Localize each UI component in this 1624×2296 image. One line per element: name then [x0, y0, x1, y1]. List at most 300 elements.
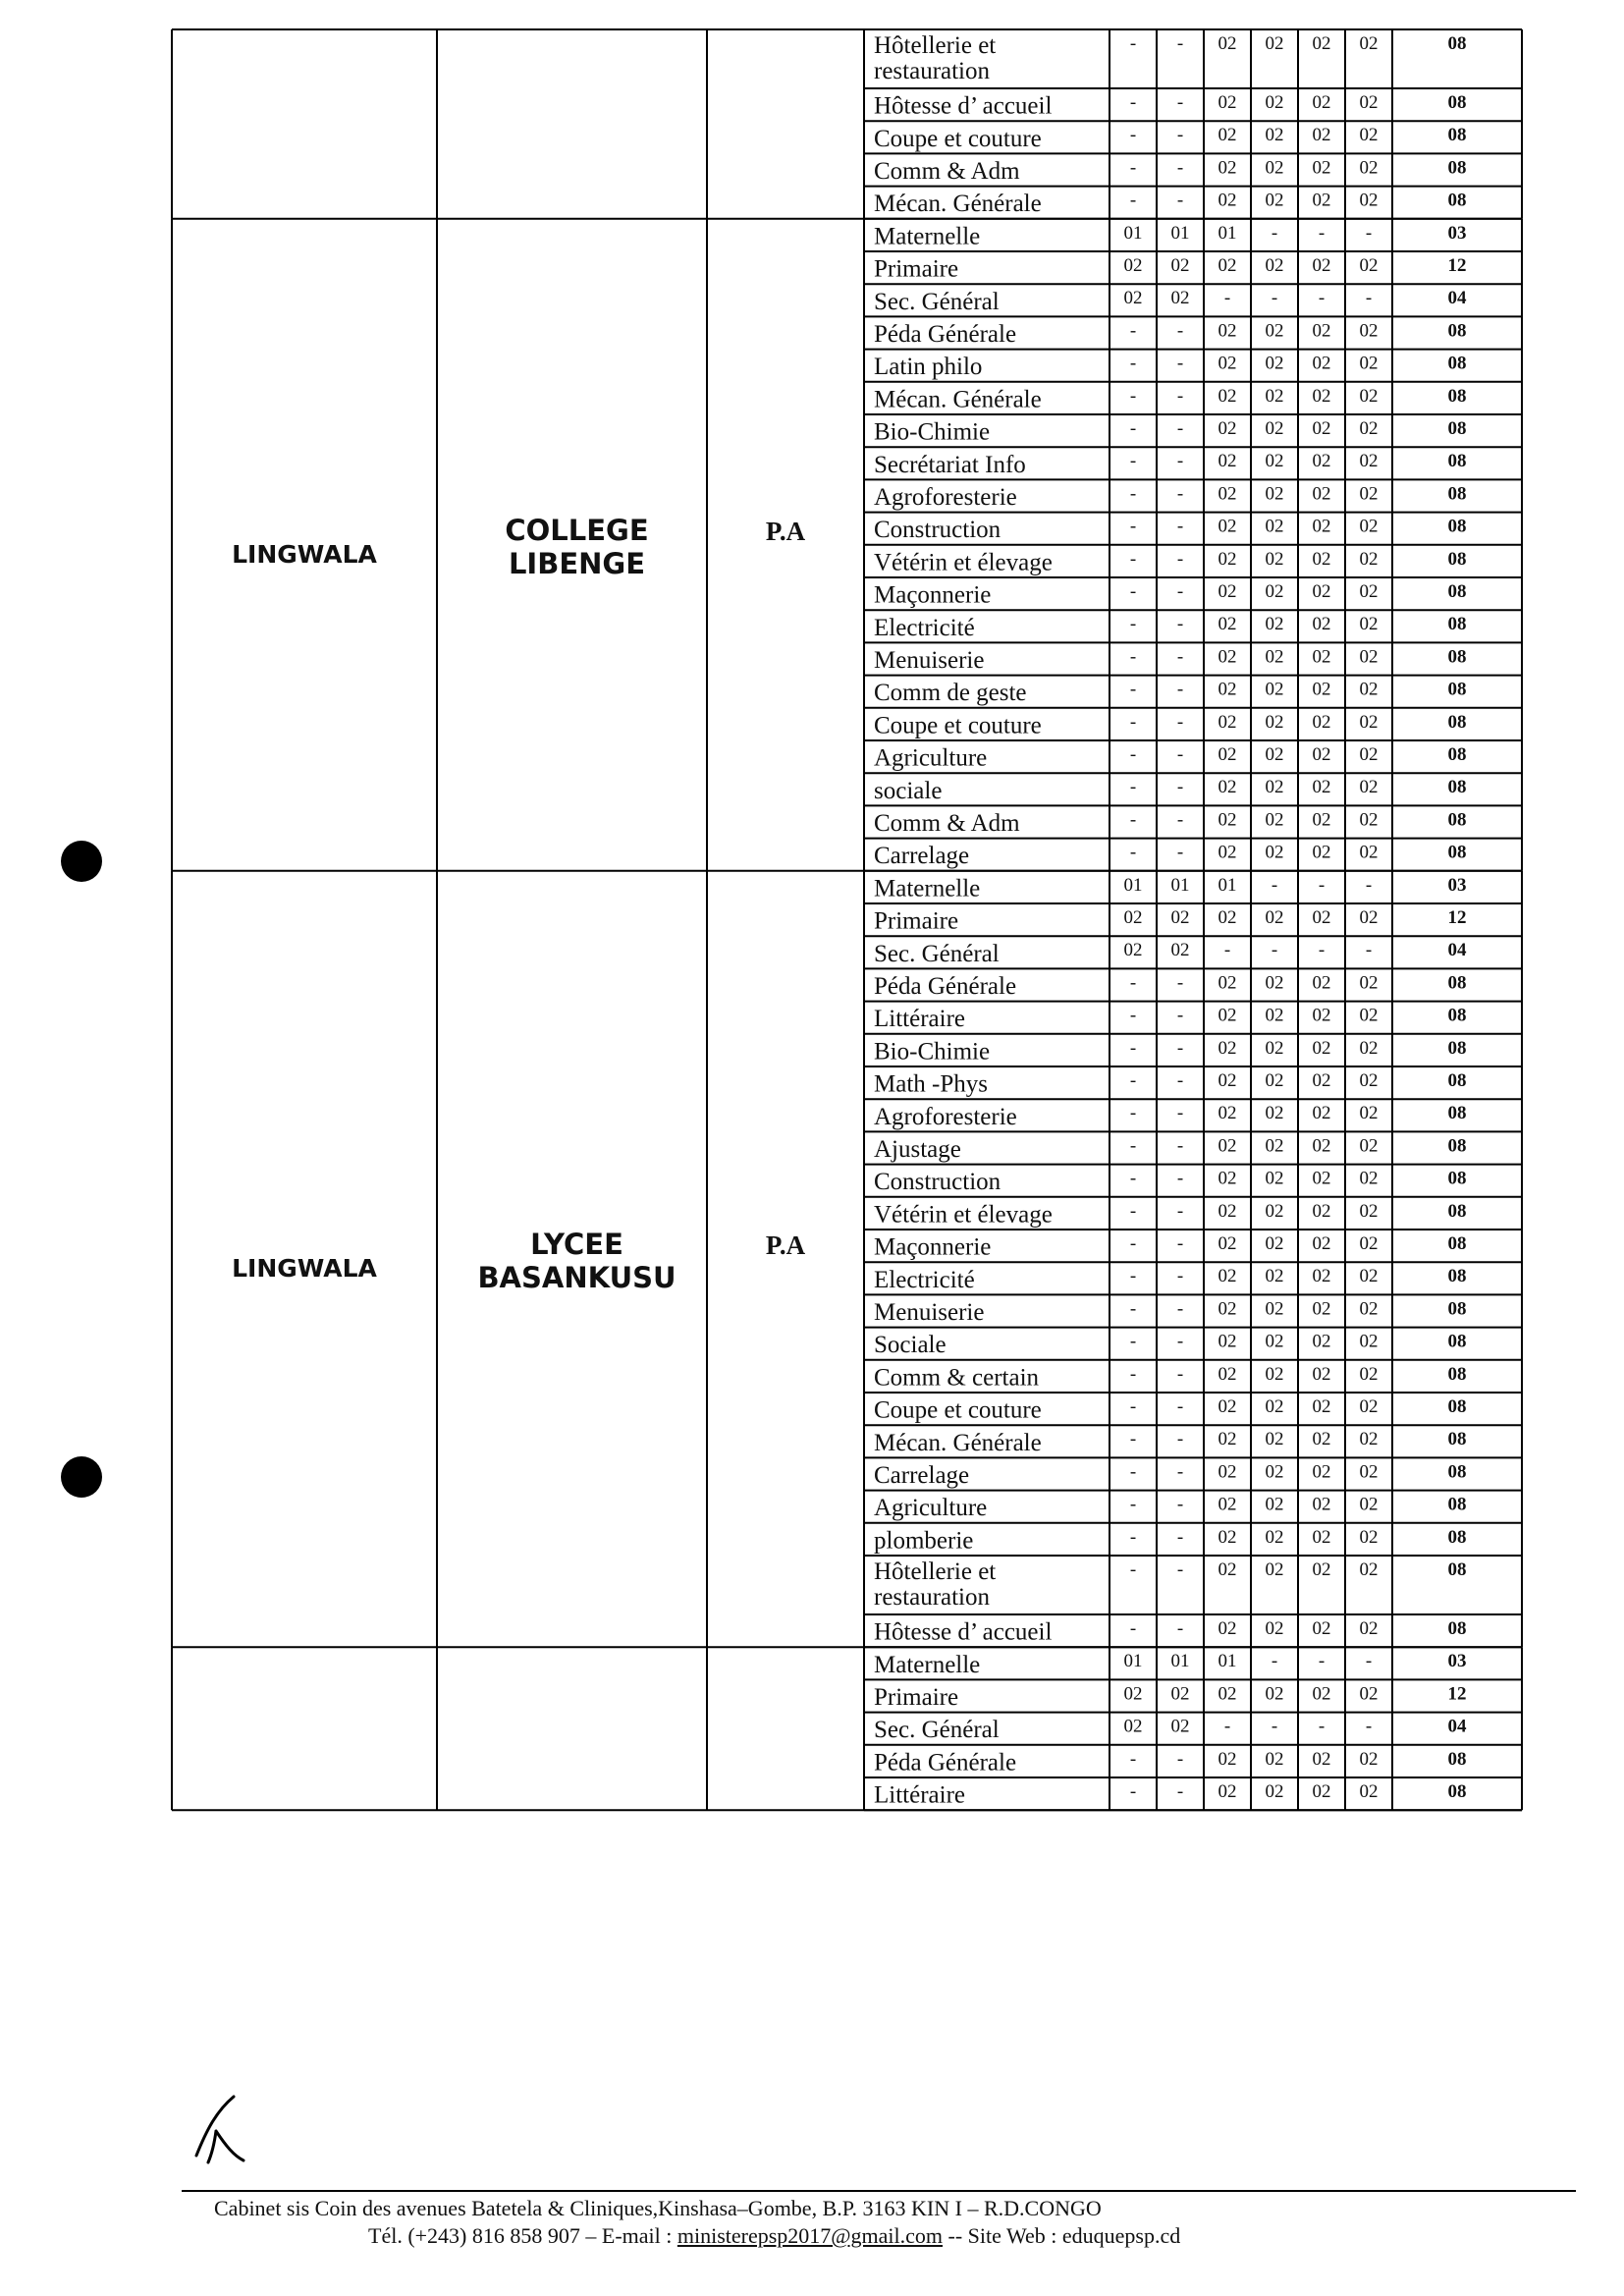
grade-count-cell: -: [1176, 1070, 1184, 1091]
grade-count-cell: 02: [1265, 1748, 1284, 1770]
grade-count-cell: -: [1129, 1331, 1137, 1352]
binder-hole-bottom: [61, 1456, 102, 1498]
grade-count-cell: 02: [1312, 1298, 1331, 1320]
grade-count-cell: 02: [1359, 418, 1379, 439]
subject-label: Construction: [874, 517, 1001, 544]
grade-count-cell: 02: [1312, 907, 1331, 928]
grade-count-cell: 02: [1218, 516, 1237, 537]
grade-count-cell: -: [1129, 842, 1137, 863]
grade-count-cell: 02: [1218, 907, 1237, 928]
grade-count-cell: 02: [1359, 1748, 1379, 1770]
subject-label: Mécan. Générale: [874, 1429, 1042, 1456]
grade-count-cell: 02: [1218, 92, 1237, 113]
grade-count-cell: 02: [1312, 385, 1331, 407]
grade-count-cell: -: [1176, 809, 1184, 831]
grade-count-cell: 02: [1265, 1683, 1284, 1705]
grade-count-cell: -: [1176, 1135, 1184, 1157]
grade-count-cell: 02: [1312, 1618, 1331, 1639]
grade-count-cell: -: [1129, 809, 1137, 831]
grade-count-cell: 02: [1312, 972, 1331, 994]
grade-count-cell: 02: [1218, 1331, 1237, 1352]
grade-count-cell: 02: [1312, 353, 1331, 374]
grade-count-cell: -: [1176, 1748, 1184, 1770]
grade-count-cell: 02: [1359, 125, 1379, 146]
total-cell: 08: [1447, 1429, 1467, 1450]
grade-count-cell: 02: [1359, 33, 1379, 54]
grade-count-cell: 01: [1123, 1651, 1143, 1672]
grade-count-cell: 02: [1359, 451, 1379, 472]
grade-count-cell: 02: [1218, 451, 1237, 472]
grade-count-cell: -: [1129, 353, 1137, 374]
total-cell: 08: [1447, 483, 1467, 505]
grade-count-cell: -: [1129, 190, 1137, 211]
grade-count-cell: 02: [1359, 972, 1379, 994]
total-cell: 08: [1447, 972, 1467, 994]
grade-count-cell: 02: [1265, 581, 1284, 602]
grade-count-cell: -: [1129, 1168, 1137, 1189]
grade-count-cell: 02: [1359, 548, 1379, 570]
grade-count-cell: -: [1271, 1651, 1278, 1672]
grade-count-cell: 02: [1312, 1135, 1331, 1157]
subject-label: Vétérin et élevage: [874, 549, 1053, 576]
grade-count-cell: 02: [1359, 711, 1379, 733]
grade-count-cell: 02: [1359, 1168, 1379, 1189]
subject-label: Coupe et couture: [874, 712, 1042, 739]
grade-count-cell: 02: [1265, 744, 1284, 765]
grade-count-cell: 02: [1312, 809, 1331, 831]
grade-count-cell: -: [1129, 581, 1137, 602]
subject-label: Hôtesse d’ accueil: [874, 92, 1053, 120]
grade-count-cell: 02: [1265, 353, 1284, 374]
grade-count-cell: -: [1176, 1200, 1184, 1222]
grade-count-cell: -: [1176, 1233, 1184, 1254]
grade-count-cell: -: [1176, 1331, 1184, 1352]
grade-count-cell: 02: [1359, 92, 1379, 113]
grade-count-cell: 02: [1265, 809, 1284, 831]
subject-label: Menuiserie: [874, 1299, 985, 1326]
grade-count-cell: 02: [1312, 92, 1331, 113]
subject-label: Agriculture: [874, 1495, 988, 1522]
total-cell: 08: [1447, 1461, 1467, 1483]
grade-count-cell: 02: [1218, 1135, 1237, 1157]
subject-label: Littéraire: [874, 1781, 965, 1809]
grade-count-cell: 02: [1359, 1331, 1379, 1352]
grade-count-cell: 02: [1359, 646, 1379, 668]
grade-count-cell: -: [1129, 777, 1137, 798]
grade-count-cell: 02: [1218, 385, 1237, 407]
grade-count-cell: -: [1129, 1298, 1137, 1320]
grade-count-cell: 02: [1265, 1526, 1284, 1548]
grade-count-cell: 02: [1359, 1363, 1379, 1385]
grade-count-cell: 02: [1123, 1683, 1143, 1705]
grade-count-cell: 02: [1218, 1461, 1237, 1483]
grade-count-cell: 02: [1312, 1429, 1331, 1450]
grade-count-cell: 02: [1359, 1200, 1379, 1222]
grade-count-cell: 02: [1218, 1266, 1237, 1287]
grade-count-cell: -: [1129, 1494, 1137, 1515]
grade-count-cell: -: [1129, 711, 1137, 733]
grade-count-cell: 02: [1265, 1135, 1284, 1157]
grade-count-cell: -: [1129, 1103, 1137, 1124]
total-cell: 08: [1447, 1005, 1467, 1026]
province-name: LINGWALA: [232, 1254, 377, 1283]
grade-count-cell: -: [1129, 33, 1137, 54]
subject-label: Electricité: [874, 1266, 975, 1293]
subject-label: Maternelle: [874, 1651, 981, 1678]
grade-count-cell: -: [1176, 1266, 1184, 1287]
grade-count-cell: -: [1176, 1363, 1184, 1385]
grade-count-cell: 02: [1312, 483, 1331, 505]
grade-count-cell: 02: [1359, 614, 1379, 635]
grade-count-cell: 02: [1312, 1037, 1331, 1059]
grade-count-cell: -: [1176, 744, 1184, 765]
grade-count-cell: -: [1129, 679, 1137, 700]
grade-count-cell: -: [1176, 125, 1184, 146]
total-cell: 08: [1447, 157, 1467, 179]
grade-count-cell: 02: [1265, 711, 1284, 733]
grade-count-cell: -: [1176, 190, 1184, 211]
grade-count-cell: -: [1129, 1396, 1137, 1417]
grade-count-cell: 02: [1218, 972, 1237, 994]
grade-count-cell: 02: [1312, 614, 1331, 635]
grade-count-cell: 02: [1123, 907, 1143, 928]
total-cell: 08: [1447, 581, 1467, 602]
total-cell: 08: [1447, 1200, 1467, 1222]
grade-count-cell: 02: [1218, 1037, 1237, 1059]
grade-count-cell: 02: [1265, 483, 1284, 505]
grade-count-cell: -: [1176, 1005, 1184, 1026]
total-cell: 08: [1447, 385, 1467, 407]
grade-count-cell: 02: [1359, 1618, 1379, 1639]
grade-count-cell: 02: [1265, 1559, 1284, 1580]
grade-count-cell: 02: [1170, 907, 1190, 928]
grade-count-cell: 01: [1170, 1651, 1190, 1672]
grade-count-cell: 02: [1312, 1781, 1331, 1802]
grade-count-cell: -: [1129, 614, 1137, 635]
grade-count-cell: -: [1271, 288, 1278, 309]
grade-count-cell: 02: [1265, 190, 1284, 211]
grade-count-cell: -: [1365, 1651, 1373, 1672]
grade-count-cell: -: [1129, 320, 1137, 342]
grade-count-cell: 02: [1265, 255, 1284, 276]
grade-count-cell: 02: [1359, 1037, 1379, 1059]
subject-label: Carrelage: [874, 843, 970, 870]
grade-count-cell: 02: [1265, 516, 1284, 537]
grade-count-cell: 02: [1218, 1005, 1237, 1026]
grade-count-cell: 02: [1359, 1461, 1379, 1483]
subject-label: Comm & certain: [874, 1364, 1040, 1392]
grade-count-cell: -: [1271, 874, 1278, 896]
subject-label: Sociale: [874, 1332, 947, 1359]
subject-label: Péda Générale: [874, 1749, 1017, 1777]
subject-label: Maternelle: [874, 223, 981, 250]
grade-count-cell: 02: [1218, 125, 1237, 146]
page-footer: [177, 2195, 1571, 2250]
total-cell: 08: [1447, 1233, 1467, 1254]
grade-count-cell: 02: [1359, 1070, 1379, 1091]
grade-count-cell: 02: [1312, 777, 1331, 798]
grade-count-cell: 02: [1265, 1298, 1284, 1320]
grade-count-cell: 02: [1312, 157, 1331, 179]
subject-label: Math -Phys: [874, 1070, 988, 1098]
grade-count-cell: 02: [1218, 1748, 1237, 1770]
grade-count-cell: 02: [1218, 1298, 1237, 1320]
grade-count-cell: 02: [1218, 842, 1237, 863]
grade-count-cell: 02: [1359, 1429, 1379, 1450]
grade-count-cell: 02: [1312, 1748, 1331, 1770]
total-cell: 08: [1447, 1396, 1467, 1417]
grade-count-cell: -: [1223, 940, 1231, 961]
grade-count-cell: 02: [1265, 646, 1284, 668]
total-cell: 08: [1447, 1103, 1467, 1124]
grade-count-cell: 02: [1265, 679, 1284, 700]
grade-count-cell: -: [1129, 972, 1137, 994]
grade-count-cell: 02: [1359, 1781, 1379, 1802]
grade-count-cell: -: [1176, 581, 1184, 602]
grade-count-cell: -: [1176, 1396, 1184, 1417]
grade-count-cell: 02: [1218, 1168, 1237, 1189]
total-cell: 12: [1447, 255, 1467, 276]
subject-label: sociale: [874, 777, 943, 804]
grade-count-cell: 02: [1359, 809, 1379, 831]
grade-count-cell: 02: [1312, 1559, 1331, 1580]
grade-count-cell: 02: [1218, 255, 1237, 276]
grade-count-cell: 02: [1312, 1461, 1331, 1483]
grade-count-cell: -: [1129, 1005, 1137, 1026]
grade-count-cell: -: [1176, 646, 1184, 668]
grade-count-cell: -: [1318, 1651, 1326, 1672]
grade-count-cell: 02: [1359, 190, 1379, 211]
grade-count-cell: 01: [1218, 874, 1237, 896]
subject-label: Agroforesterie: [874, 484, 1017, 511]
grade-count-cell: 02: [1265, 1618, 1284, 1639]
grade-count-cell: 02: [1359, 1494, 1379, 1515]
grade-count-cell: 02: [1265, 157, 1284, 179]
grade-count-cell: 02: [1312, 320, 1331, 342]
footer-divider: [182, 2190, 1576, 2192]
grade-count-cell: -: [1176, 157, 1184, 179]
grade-count-cell: 02: [1265, 1331, 1284, 1352]
grade-count-cell: -: [1176, 320, 1184, 342]
total-cell: 08: [1447, 777, 1467, 798]
grade-count-cell: -: [1129, 125, 1137, 146]
grade-count-cell: -: [1129, 451, 1137, 472]
grade-count-cell: 02: [1170, 288, 1190, 309]
grade-count-cell: -: [1318, 940, 1326, 961]
subject-label: Maçonnerie: [874, 1233, 992, 1261]
grade-count-cell: -: [1176, 353, 1184, 374]
grade-count-cell: -: [1176, 1559, 1184, 1580]
grade-count-cell: 02: [1359, 744, 1379, 765]
grade-count-cell: -: [1176, 777, 1184, 798]
grade-count-cell: 02: [1265, 1200, 1284, 1222]
grade-count-cell: 02: [1312, 548, 1331, 570]
grade-count-cell: 02: [1218, 1233, 1237, 1254]
total-cell: 08: [1447, 1331, 1467, 1352]
subject-label: Primaire: [874, 255, 959, 283]
grade-count-cell: 02: [1359, 907, 1379, 928]
grade-count-cell: 01: [1218, 1651, 1237, 1672]
grade-count-cell: -: [1176, 451, 1184, 472]
grade-count-cell: -: [1129, 1461, 1137, 1483]
total-cell: 03: [1447, 1651, 1467, 1672]
grade-count-cell: 02: [1218, 418, 1237, 439]
grade-count-cell: -: [1176, 1781, 1184, 1802]
subject-label: Agroforesterie: [874, 1103, 1017, 1130]
grade-count-cell: -: [1365, 874, 1373, 896]
footer-website: -- Site Web : eduquepsp.cd: [943, 2223, 1181, 2248]
grade-count-cell: -: [1129, 1559, 1137, 1580]
grade-count-cell: 02: [1312, 581, 1331, 602]
total-cell: 08: [1447, 33, 1467, 54]
total-cell: 08: [1447, 711, 1467, 733]
grade-count-cell: 02: [1265, 1429, 1284, 1450]
grade-count-cell: 02: [1265, 548, 1284, 570]
grade-count-cell: 02: [1265, 418, 1284, 439]
grade-count-cell: 02: [1359, 353, 1379, 374]
grade-count-cell: 02: [1218, 1070, 1237, 1091]
total-cell: 08: [1447, 1748, 1467, 1770]
grade-count-cell: 02: [1265, 33, 1284, 54]
total-cell: 03: [1447, 874, 1467, 896]
grade-count-cell: 02: [1265, 907, 1284, 928]
total-cell: 08: [1447, 1266, 1467, 1287]
grade-count-cell: -: [1129, 516, 1137, 537]
grade-count-cell: 02: [1312, 1200, 1331, 1222]
grade-count-cell: -: [1176, 1037, 1184, 1059]
grade-count-cell: -: [1176, 483, 1184, 505]
grade-count-cell: 02: [1170, 1683, 1190, 1705]
grade-count-cell: 01: [1170, 874, 1190, 896]
subject-label: Sec. Général: [874, 940, 1000, 967]
grade-count-cell: 02: [1170, 1716, 1190, 1737]
total-cell: 08: [1447, 1037, 1467, 1059]
grade-count-cell: 02: [1218, 190, 1237, 211]
grade-count-cell: 02: [1312, 1331, 1331, 1352]
grade-count-cell: 02: [1218, 809, 1237, 831]
grade-count-cell: 02: [1218, 1396, 1237, 1417]
grade-count-cell: -: [1129, 744, 1137, 765]
grade-count-cell: 02: [1265, 1168, 1284, 1189]
grade-count-cell: -: [1176, 842, 1184, 863]
total-cell: 08: [1447, 1135, 1467, 1157]
subject-label: restauration: [874, 58, 991, 84]
grade-count-cell: 02: [1265, 842, 1284, 863]
grade-count-cell: 02: [1265, 1396, 1284, 1417]
grade-count-cell: 02: [1218, 1618, 1237, 1639]
subject-label: Vétérin et élevage: [874, 1201, 1053, 1229]
grade-count-cell: 02: [1312, 190, 1331, 211]
subject-label: plomberie: [874, 1527, 974, 1555]
grade-count-cell: -: [1176, 1103, 1184, 1124]
grade-count-cell: -: [1318, 874, 1326, 896]
grade-count-cell: 02: [1312, 1683, 1331, 1705]
grade-count-cell: 02: [1265, 1103, 1284, 1124]
grade-count-cell: -: [1129, 1429, 1137, 1450]
grade-count-cell: 02: [1218, 679, 1237, 700]
grade-count-cell: -: [1176, 385, 1184, 407]
grade-count-cell: 02: [1312, 1005, 1331, 1026]
grade-count-cell: 02: [1265, 1070, 1284, 1091]
grade-count-cell: 02: [1312, 679, 1331, 700]
grade-count-cell: 02: [1265, 1363, 1284, 1385]
grade-count-cell: -: [1176, 1461, 1184, 1483]
grade-count-cell: 02: [1218, 1781, 1237, 1802]
grade-count-cell: -: [1223, 288, 1231, 309]
grade-count-cell: -: [1176, 1298, 1184, 1320]
grade-count-cell: 02: [1359, 1135, 1379, 1157]
grade-count-cell: 02: [1218, 1526, 1237, 1548]
grade-count-cell: -: [1129, 1233, 1137, 1254]
grade-count-cell: -: [1176, 418, 1184, 439]
grade-count-cell: -: [1176, 1618, 1184, 1639]
grade-count-cell: 02: [1312, 842, 1331, 863]
total-cell: 08: [1447, 1781, 1467, 1802]
grade-count-cell: 02: [1359, 679, 1379, 700]
total-cell: 04: [1447, 288, 1467, 309]
subject-label: Mécan. Générale: [874, 191, 1042, 218]
grade-count-cell: -: [1129, 385, 1137, 407]
grade-count-cell: -: [1129, 92, 1137, 113]
grade-count-cell: 02: [1312, 418, 1331, 439]
grade-count-cell: 02: [1312, 33, 1331, 54]
subject-label: Littéraire: [874, 1006, 965, 1033]
grade-count-cell: 02: [1218, 1103, 1237, 1124]
grade-count-cell: -: [1223, 1716, 1231, 1737]
grade-count-cell: 02: [1218, 1559, 1237, 1580]
grade-count-cell: 01: [1170, 222, 1190, 244]
grade-count-cell: 02: [1312, 711, 1331, 733]
grade-count-cell: 02: [1265, 125, 1284, 146]
province-name: LINGWALA: [232, 539, 377, 569]
footer-email-link[interactable]: ministerepsp2017@gmail.com: [677, 2223, 944, 2248]
grade-count-cell: -: [1365, 940, 1373, 961]
subject-label: Comm & Adm: [874, 158, 1020, 185]
grade-count-cell: -: [1176, 1168, 1184, 1189]
grade-count-cell: 02: [1218, 33, 1237, 54]
subject-label: Maternelle: [874, 875, 981, 902]
grade-count-cell: 02: [1265, 1005, 1284, 1026]
total-cell: 08: [1447, 744, 1467, 765]
total-cell: 08: [1447, 1070, 1467, 1091]
subject-label: Sec. Général: [874, 288, 1000, 315]
grade-count-cell: 02: [1218, 548, 1237, 570]
grade-count-cell: 02: [1218, 1683, 1237, 1705]
grade-count-cell: -: [1176, 548, 1184, 570]
grade-count-cell: -: [1365, 1716, 1373, 1737]
subject-label: Comm de geste: [874, 680, 1027, 707]
grade-count-cell: 02: [1123, 940, 1143, 961]
table-cells: [232, 32, 1467, 1809]
grade-count-cell: 02: [1123, 255, 1143, 276]
total-cell: 08: [1447, 1168, 1467, 1189]
grade-count-cell: 02: [1265, 777, 1284, 798]
grade-count-cell: 02: [1265, 1266, 1284, 1287]
grade-count-cell: 02: [1359, 1526, 1379, 1548]
grade-count-cell: 02: [1312, 1526, 1331, 1548]
subject-label: Primaire: [874, 1684, 959, 1711]
total-cell: 08: [1447, 614, 1467, 635]
subject-label: Péda Générale: [874, 973, 1017, 1000]
grade-count-cell: -: [1129, 1135, 1137, 1157]
grade-count-cell: 01: [1123, 874, 1143, 896]
grade-count-cell: 02: [1359, 483, 1379, 505]
grade-count-cell: 02: [1218, 777, 1237, 798]
management-regime: P.A: [765, 516, 806, 546]
grade-count-cell: -: [1176, 1494, 1184, 1515]
grade-count-cell: 02: [1265, 614, 1284, 635]
grade-count-cell: -: [1129, 646, 1137, 668]
